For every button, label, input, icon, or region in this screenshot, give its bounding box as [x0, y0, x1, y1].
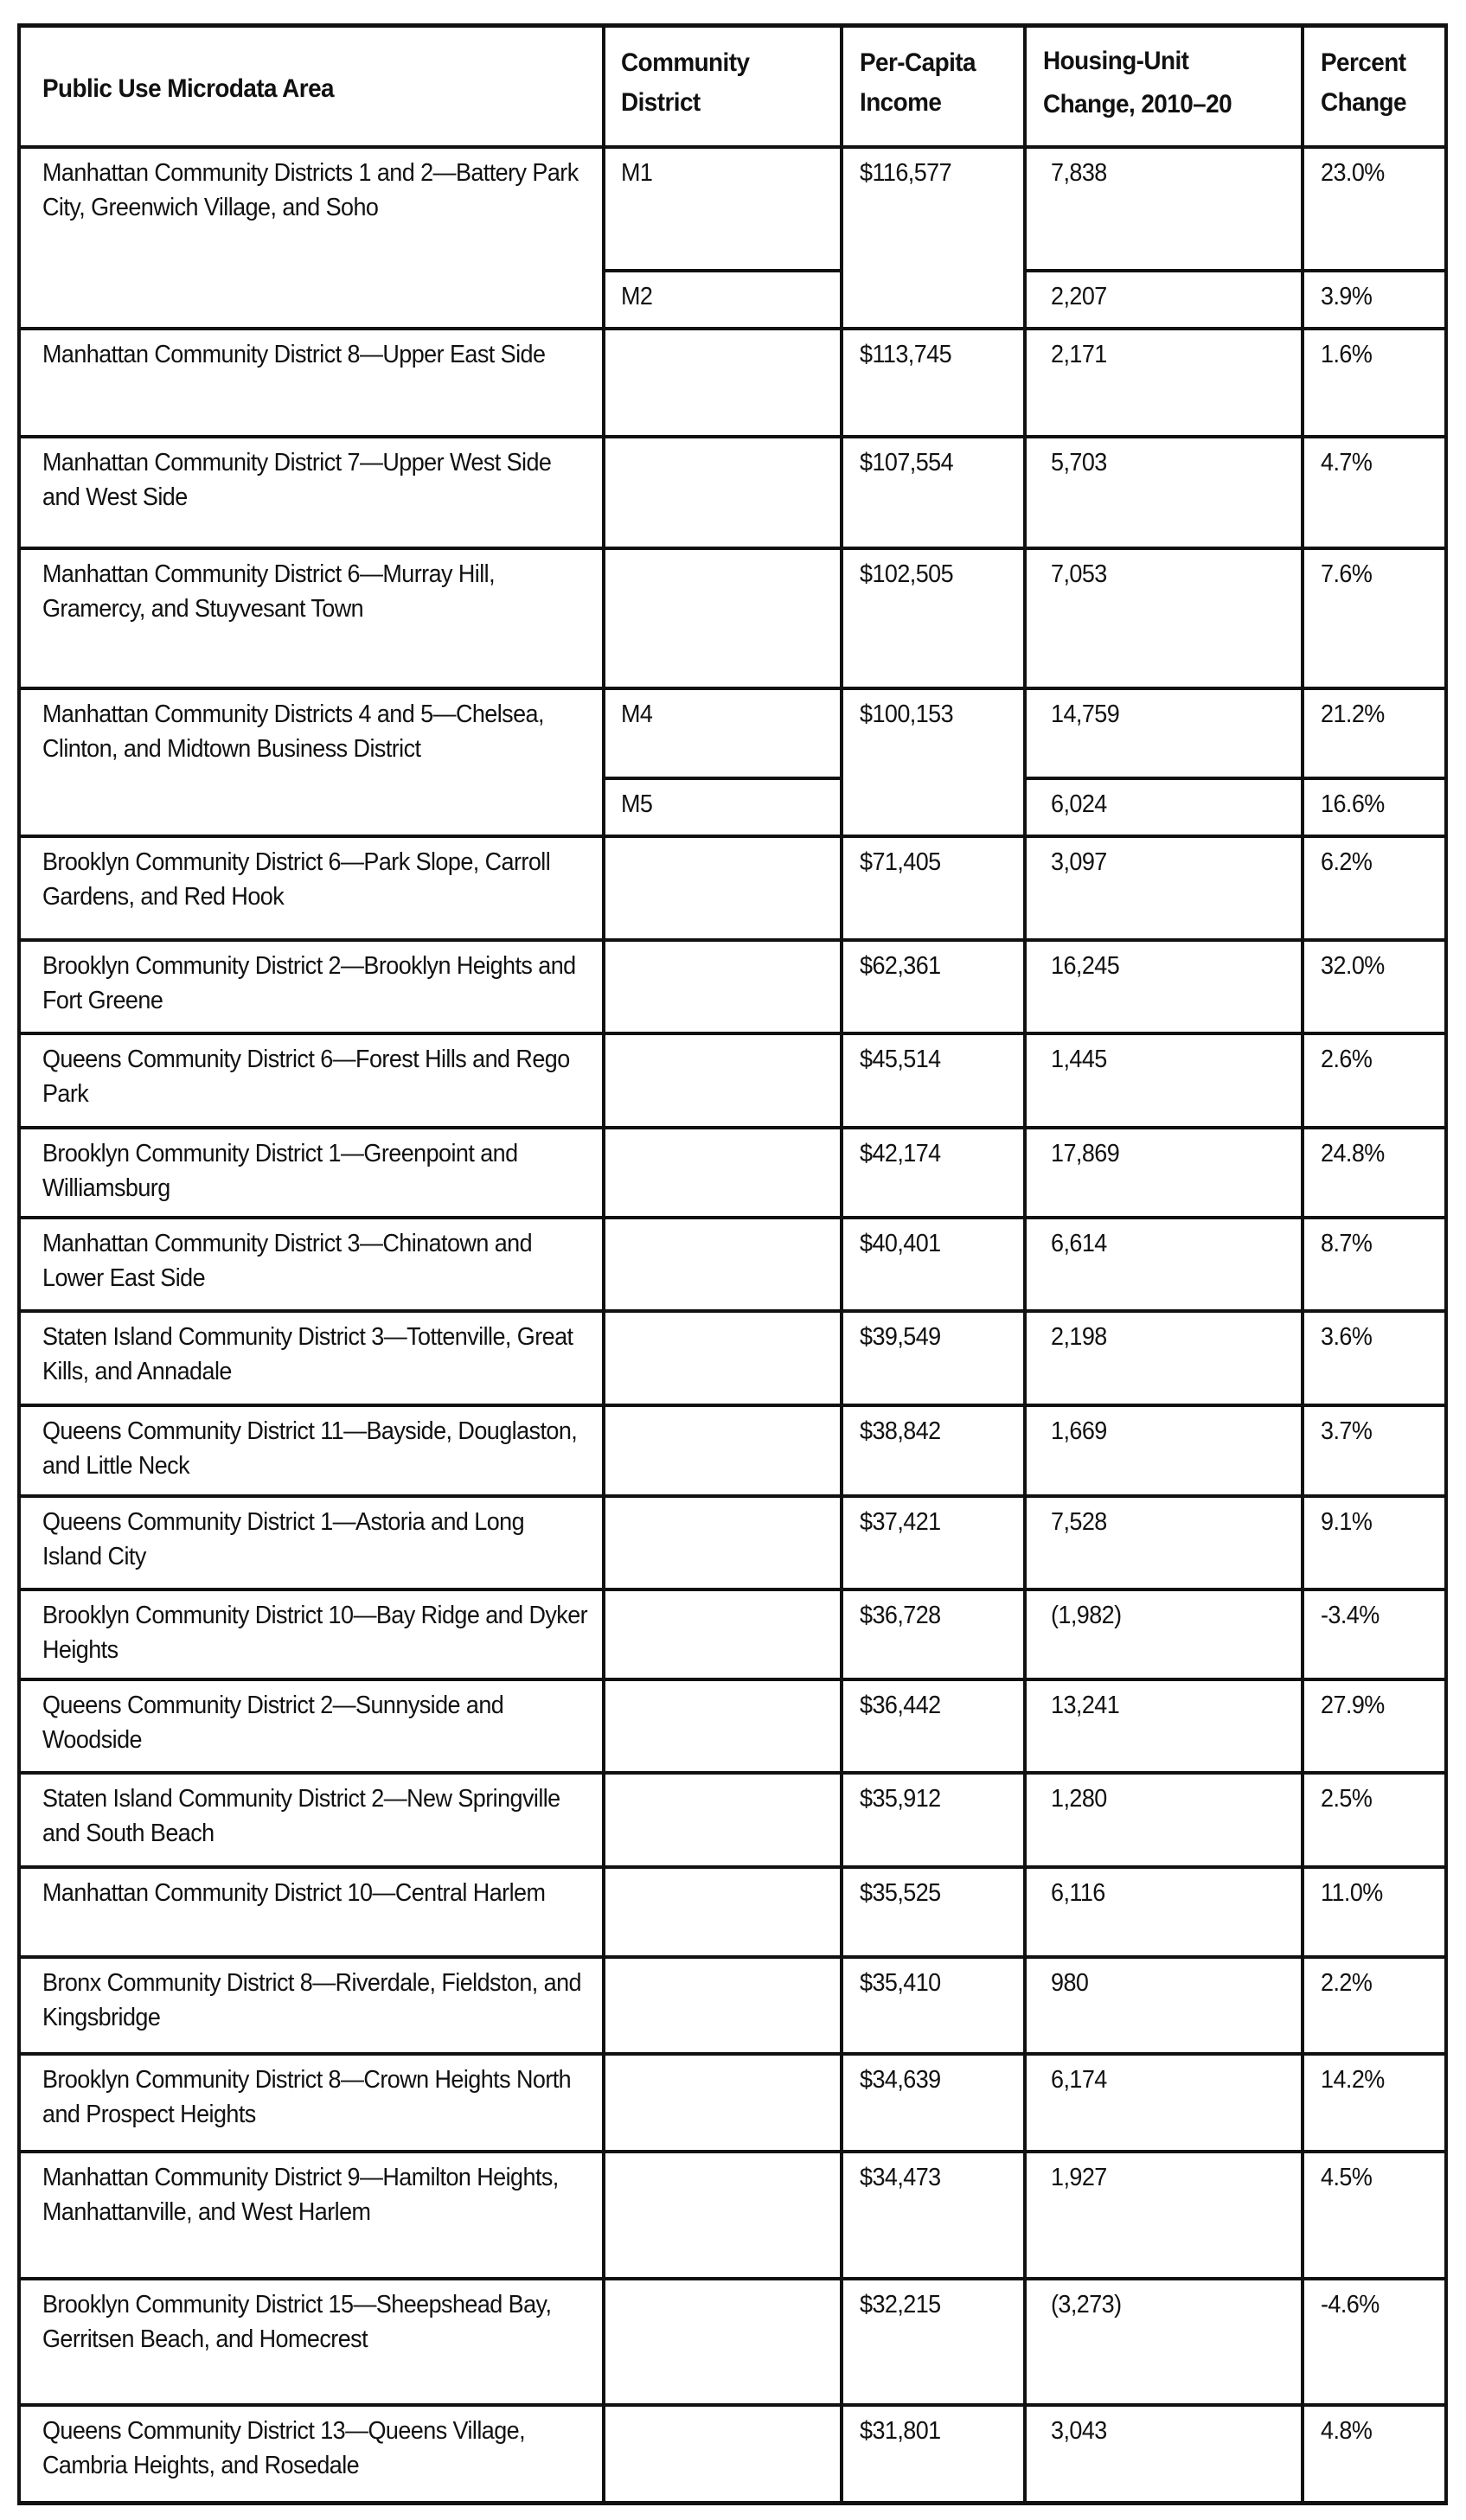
column-divider	[1301, 23, 1304, 2505]
table-side-border	[1444, 23, 1448, 2505]
income-cell: $38,842	[860, 1417, 941, 1445]
header-percent-line1: Percent	[1321, 48, 1406, 77]
percent-change-cell: 11.0%	[1321, 1879, 1383, 1907]
header-change-line2: Change, 2010–20	[1043, 90, 1232, 118]
percent-change-cell: 23.0%	[1321, 159, 1385, 187]
percent-change-cell: 4.7%	[1321, 449, 1373, 476]
row-divider	[17, 1678, 1448, 1681]
housing-change-cell: 3,043	[1051, 2417, 1107, 2445]
row-divider	[17, 2403, 1448, 2407]
income-cell: $34,473	[860, 2164, 941, 2191]
area-cell: Manhattan Community Districts 1 and 2—Battery Park City, Greenwich Village, and Soho	[42, 159, 579, 221]
area-cell: Manhattan Community District 3—Chinatown and Lower East Side	[42, 1230, 533, 1292]
percent-change-cell: 21.2%	[1321, 700, 1385, 728]
housing-change-cell: 14,759	[1051, 700, 1120, 728]
district-cell: M1	[621, 159, 653, 187]
header-housing-change	[1043, 40, 1232, 126]
income-cell: $40,401	[860, 1230, 941, 1257]
header-district	[621, 43, 749, 123]
housing-change-cell: 7,838	[1051, 159, 1107, 187]
subrow-divider	[1023, 777, 1448, 780]
income-cell: $116,577	[860, 159, 952, 187]
area-cell: Staten Island Community District 3—Tottenville, Great Kills, and Annadale	[42, 1323, 573, 1385]
row-divider	[17, 1494, 1448, 1498]
area-cell: Manhattan Community District 7—Upper West Side and West Side	[42, 449, 552, 511]
housing-change-cell: 6,614	[1051, 1230, 1107, 1257]
area-cell: Queens Community District 2—Sunnyside and Woodside	[42, 1692, 504, 1754]
header-income	[860, 43, 976, 123]
housing-change-cell: 2,171	[1051, 341, 1107, 368]
housing-change-cell: 1,445	[1051, 1046, 1107, 1073]
percent-change-cell: 8.7%	[1321, 1230, 1373, 1257]
housing-change-cell: 2,198	[1051, 1323, 1107, 1351]
percent-change-cell: 7.6%	[1321, 560, 1373, 588]
row-divider	[17, 435, 1448, 438]
percent-change-cell: 4.5%	[1321, 2164, 1373, 2191]
housing-change-cell: 7,053	[1051, 560, 1107, 588]
percent-change-cell: 2.5%	[1321, 1785, 1373, 1813]
housing-change-cell: 6,116	[1051, 1879, 1105, 1907]
area-cell: Queens Community District 1—Astoria and Long Island City	[42, 1508, 525, 1570]
area-cell: Queens Community District 13—Queens Village, Cambria Heights, and Rosedale	[42, 2417, 526, 2479]
percent-change-cell: 14.2%	[1321, 2066, 1385, 2094]
income-cell: $37,421	[860, 1508, 941, 1536]
row-divider	[17, 1865, 1448, 1869]
header-district-line1: Community	[621, 48, 750, 77]
housing-change-cell: 1,927	[1051, 2164, 1107, 2191]
income-cell: $45,514	[860, 1046, 941, 1073]
percent-change-cell: 1.6%	[1321, 341, 1373, 368]
percent-change-cell: 24.8%	[1321, 1140, 1385, 1167]
area-cell: Manhattan Community Districts 4 and 5—Chelsea, Clinton, and Midtown Business District	[42, 700, 544, 763]
income-cell: $32,215	[860, 2291, 941, 2319]
housing-change-cell: (3,273)	[1051, 2291, 1122, 2319]
area-cell: Brooklyn Community District 10—Bay Ridge and Dyker Heights	[42, 1602, 588, 1664]
row-divider	[17, 547, 1448, 550]
row-divider	[17, 938, 1448, 942]
income-cell: $35,410	[860, 1969, 941, 1997]
table-top-border	[17, 23, 1448, 28]
housing-change-cell: 1,280	[1051, 1785, 1107, 1813]
income-cell: $71,405	[860, 848, 941, 876]
income-cell: $100,153	[860, 700, 954, 728]
header-income-line2: Income	[860, 88, 942, 117]
housing-change-cell: 6,024	[1051, 790, 1107, 818]
percent-change-cell: 16.6%	[1321, 790, 1385, 818]
income-cell: $31,801	[860, 2417, 941, 2445]
percent-change-cell: 27.9%	[1321, 1692, 1385, 1719]
income-cell: $34,639	[860, 2066, 941, 2094]
percent-change-cell: -4.6%	[1321, 2291, 1380, 2319]
subrow-divider	[602, 777, 843, 780]
percent-change-cell: 32.0%	[1321, 952, 1385, 980]
table-side-border	[17, 23, 21, 2505]
header-district-line2: District	[621, 88, 701, 117]
percent-change-cell: 3.9%	[1321, 283, 1373, 310]
housing-change-cell: 17,869	[1051, 1140, 1120, 1167]
header-area-label: Public Use Microdata Area	[42, 74, 334, 103]
district-cell: M5	[621, 790, 653, 818]
header-percent-line2: Change	[1321, 88, 1406, 117]
header-change-line1: Housing-Unit	[1043, 47, 1189, 75]
income-cell: $62,361	[860, 952, 941, 980]
housing-change-cell: 16,245	[1051, 952, 1120, 980]
column-divider	[602, 23, 605, 2505]
area-cell: Brooklyn Community District 8—Crown Heights North and Prospect Heights	[42, 2066, 572, 2128]
area-cell: Queens Community District 6—Forest Hills and Rego Park	[42, 1046, 570, 1108]
area-cell: Staten Island Community District 2—New Springville and South Beach	[42, 1785, 560, 1847]
income-cell: $36,442	[860, 1692, 941, 1719]
income-cell: $42,174	[860, 1140, 941, 1167]
housing-change-cell: 1,669	[1051, 1417, 1107, 1445]
housing-change-cell: 2,207	[1051, 283, 1107, 310]
row-divider	[17, 1404, 1448, 1407]
column-divider	[1023, 23, 1027, 2505]
area-cell: Brooklyn Community District 2—Brooklyn Heights and Fort Greene	[42, 952, 576, 1014]
housing-change-cell: 13,241	[1051, 1692, 1120, 1719]
header-income-line1: Per-Capita	[860, 48, 976, 77]
row-divider	[17, 145, 1448, 149]
row-divider	[17, 2052, 1448, 2056]
row-divider	[17, 1126, 1448, 1129]
area-cell: Queens Community District 11—Bayside, Douglaston, and Little Neck	[42, 1417, 578, 1480]
row-divider	[17, 1032, 1448, 1035]
income-cell: $107,554	[860, 449, 954, 476]
percent-change-cell: 9.1%	[1321, 1508, 1373, 1536]
housing-change-cell: 5,703	[1051, 449, 1107, 476]
income-cell: $113,745	[860, 341, 952, 368]
subrow-divider	[602, 269, 843, 272]
housing-change-cell: 6,174	[1051, 2066, 1107, 2094]
district-cell: M2	[621, 283, 653, 310]
column-divider	[840, 23, 843, 2505]
area-cell: Brooklyn Community District 1—Greenpoint and Williamsburg	[42, 1140, 518, 1202]
subrow-divider	[1023, 269, 1448, 272]
row-divider	[17, 1216, 1448, 1219]
area-cell: Manhattan Community District 6—Murray Hill, Gramercy, and Stuyvesant Town	[42, 560, 496, 623]
district-cell: M4	[621, 700, 653, 728]
housing-change-cell: 980	[1051, 1969, 1089, 1997]
header-area	[42, 69, 334, 109]
percent-change-cell: 2.2%	[1321, 1969, 1373, 1997]
percent-change-cell: 2.6%	[1321, 1046, 1373, 1073]
table-bottom-border	[17, 2501, 1448, 2505]
income-cell: $102,505	[860, 560, 954, 588]
income-cell: $39,549	[860, 1323, 941, 1351]
percent-change-cell: 6.2%	[1321, 848, 1373, 876]
row-divider	[17, 1771, 1448, 1775]
area-cell: Brooklyn Community District 6—Park Slope, Carroll Gardens, and Red Hook	[42, 848, 551, 911]
row-divider	[17, 1309, 1448, 1313]
housing-change-cell: 7,528	[1051, 1508, 1107, 1536]
percent-change-cell: -3.4%	[1321, 1602, 1380, 1629]
area-cell: Manhattan Community District 9—Hamilton Heights, Manhattanville, and West Harlem	[42, 2164, 559, 2226]
row-divider	[17, 327, 1448, 330]
header-percent-change	[1321, 43, 1406, 123]
row-divider	[17, 1588, 1448, 1591]
percent-change-cell: 3.6%	[1321, 1323, 1373, 1351]
row-divider	[17, 687, 1448, 690]
income-cell: $36,728	[860, 1602, 941, 1629]
percent-change-cell: 4.8%	[1321, 2417, 1373, 2445]
row-divider	[17, 2277, 1448, 2280]
row-divider	[17, 835, 1448, 838]
income-cell: $35,525	[860, 1879, 941, 1907]
percent-change-cell: 3.7%	[1321, 1417, 1373, 1445]
area-cell: Brooklyn Community District 15—Sheepshead Bay, Gerritsen Beach, and Homecrest	[42, 2291, 552, 2353]
row-divider	[17, 1955, 1448, 1959]
area-cell: Bronx Community District 8—Riverdale, Fieldston, and Kingsbridge	[42, 1969, 581, 2031]
area-cell: Manhattan Community District 8—Upper East Side	[42, 341, 546, 368]
housing-change-cell: 3,097	[1051, 848, 1107, 876]
row-divider	[17, 2150, 1448, 2153]
area-cell: Manhattan Community District 10—Central Harlem	[42, 1879, 546, 1907]
housing-change-cell: (1,982)	[1051, 1602, 1122, 1629]
income-cell: $35,912	[860, 1785, 941, 1813]
